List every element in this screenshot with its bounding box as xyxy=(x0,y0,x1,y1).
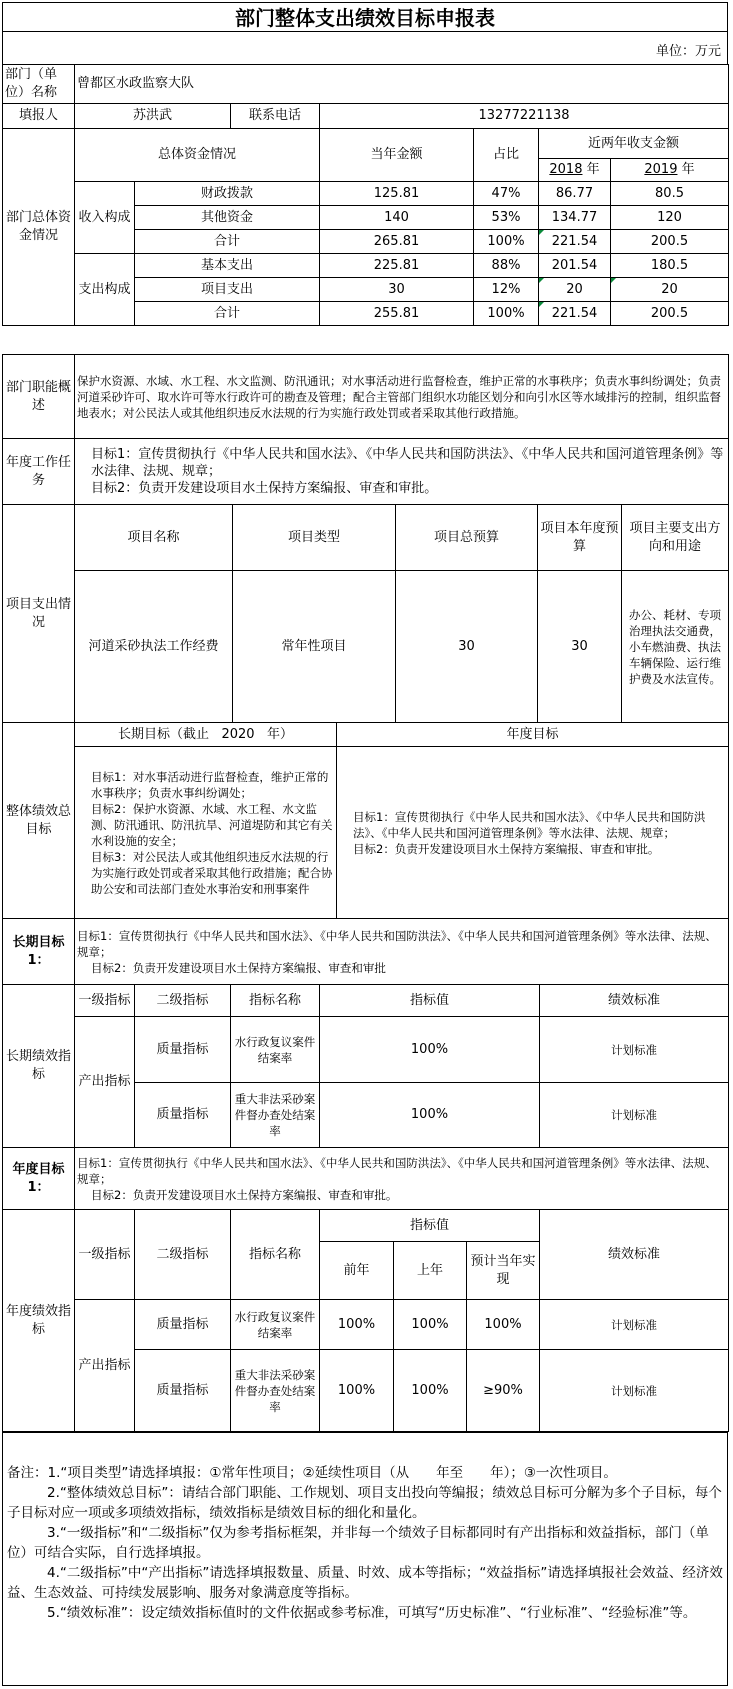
long-ind-value: 100% xyxy=(320,1017,540,1083)
annual-ind-prev: 100% xyxy=(320,1350,394,1432)
annual-task-cell xyxy=(75,439,729,505)
annual-h-expect: 预计当年实现 xyxy=(467,1242,540,1300)
funds-h-situation: 总体资金情况 xyxy=(75,129,320,182)
project-h-name: 项目名称 xyxy=(75,505,233,571)
long-goal3: 目标3：对公民法人或其他组织违反水法规的行为实施行政处罚或者采取其他行政措施；配合协助公安和司法部门查处水事治安和刑事案件 xyxy=(91,849,333,896)
annual-ind-name: 水行政复议案件结案率 xyxy=(231,1300,320,1350)
overall-label: 整体绩效总目标 xyxy=(3,723,75,919)
income-name: 合计 xyxy=(135,230,320,254)
expense-name: 合计 xyxy=(135,302,320,326)
long-head-prefix: 长期目标（截止 xyxy=(118,726,210,742)
income-name: 其他资金 xyxy=(135,206,320,230)
annual-target-goal2: 目标2：负责开发建设项目水土保持方案编报、审查和审批。 xyxy=(91,1187,398,1202)
long-target-cell xyxy=(75,919,729,985)
year1-cell xyxy=(539,159,611,182)
long-target-label: 长期目标1： xyxy=(3,919,75,985)
income-ratio: 53% xyxy=(474,206,539,230)
unit-row xyxy=(2,32,728,64)
year2: 2019 xyxy=(644,162,678,177)
annual-h-name: 指标名称 xyxy=(231,1210,320,1300)
long-ind-value: 100% xyxy=(320,1083,540,1148)
annual-l1: 产出指标 xyxy=(75,1300,135,1432)
expense-y2: 200.5 xyxy=(611,302,729,326)
overall-annual-goals xyxy=(337,747,729,919)
long-h-l2: 二级指标 xyxy=(135,985,231,1017)
annual-task-goal2: 目标2：负责开发建设项目水土保持方案编报、审查和审批。 xyxy=(91,481,438,496)
expense-y1: 20 xyxy=(539,278,611,302)
expense-amount: 255.81 xyxy=(320,302,474,326)
note-2: 2.“整体绩效总目标”：请结合部门职能、工作规划、项目支出投向等编报；绩效总目标可分解为多个子目标，每个子目标对应一项或多项绩效指标，绩效指标是绩效目标的细化和量化。 xyxy=(7,1485,722,1521)
note-3: 3.“一级指标”和“二级指标”仅为参考指标框架，并非每一个绩效子目标都同时有产出指标和效益指标，部门（单位）可结合实际，自行选择填报。 xyxy=(7,1525,709,1561)
project-label: 项目支出情况 xyxy=(3,505,75,723)
income-y1: 134.77 xyxy=(539,206,611,230)
funds-h-recent: 近两年收支金额 xyxy=(539,129,729,159)
income-y2: 80.5 xyxy=(611,182,729,206)
long-h-name: 指标名称 xyxy=(231,985,320,1017)
expense-ratio: 100% xyxy=(474,302,539,326)
annual-ind-expect: ≥90% xyxy=(467,1350,540,1432)
long-ind-std: 计划标准 xyxy=(540,1017,729,1083)
income-ratio: 100% xyxy=(474,230,539,254)
long-h-std: 绩效标准 xyxy=(540,985,729,1017)
long-table xyxy=(2,918,729,1148)
long-ind-name: 重大非法采砂案件督办查处结案率 xyxy=(231,1083,320,1148)
annual-ind-prev: 100% xyxy=(320,1300,394,1350)
long-l1: 产出指标 xyxy=(75,1017,135,1148)
form-title: 部门整体支出绩效目标申报表 xyxy=(2,2,728,32)
performance-form xyxy=(2,2,728,1686)
project-name: 河道采砂执法工作经费 xyxy=(75,571,233,723)
annual-h-l1: 一级指标 xyxy=(75,1210,135,1300)
long-ind-std: 计划标准 xyxy=(540,1083,729,1148)
funds-table xyxy=(2,64,729,326)
expense-ratio: 12% xyxy=(474,278,539,302)
income-y2: 120 xyxy=(611,206,729,230)
annual-ind-last: 100% xyxy=(394,1300,467,1350)
annual-ind-std: 计划标准 xyxy=(540,1300,729,1350)
overall-long-head xyxy=(75,723,337,747)
annual-l2: 质量指标 xyxy=(135,1350,231,1432)
annual-ind-label: 年度绩效指标 xyxy=(3,1210,75,1432)
filler-name: 苏洪武 xyxy=(75,104,231,129)
project-h-use: 项目主要支出方向和用途 xyxy=(622,505,729,571)
annual-target-label: 年度目标1： xyxy=(3,1148,75,1210)
annual-table xyxy=(2,1147,729,1432)
income-y2: 200.5 xyxy=(611,230,729,254)
filler-label: 填报人 xyxy=(3,104,75,129)
expense-y1: 221.54 xyxy=(539,302,611,326)
duty-text: 保护水资源、水域、水工程、水文监测、防汛通讯；对水事活动进行监督检查，维护正常的水事秩序；负责水事纠纷调处；负责河道采砂许可、取水许可等水行政许可的勘查及管理；配合主管部门组织水功能区划分和向引水区等水域排污的控制，组织监督地表水；对公民法人或其他组织违反水法规的行为实施行政处罚或者采取其他行政措施。 xyxy=(75,355,729,439)
expense-name: 基本支出 xyxy=(135,254,320,278)
annual-h-last: 上年 xyxy=(394,1242,467,1300)
unit-label: 单位：万元 xyxy=(655,44,721,59)
annual-ind-last: 100% xyxy=(394,1350,467,1432)
expense-amount: 225.81 xyxy=(320,254,474,278)
project-year: 30 xyxy=(538,571,622,723)
expense-amount: 30 xyxy=(320,278,474,302)
expense-y2: 180.5 xyxy=(611,254,729,278)
dept-label: 部门（单位）名称 xyxy=(3,65,75,104)
annual-goal1: 目标1：宣传贯彻执行《中华人民共和国水法》、《中华人民共和国防洪法》、《中华人民共和国河道管理条例》等水法律、法规、规章； xyxy=(353,809,706,840)
dept-value: 曾都区水政监察大队 xyxy=(75,65,729,104)
phone-label: 联系电话 xyxy=(231,104,320,129)
overall-annual-head: 年度目标 xyxy=(337,723,729,747)
year2-cell xyxy=(611,159,729,182)
long-h-value: 指标值 xyxy=(320,985,540,1017)
project-h-total: 项目总预算 xyxy=(396,505,538,571)
annual-ind-std: 计划标准 xyxy=(540,1350,729,1432)
project-h-type: 项目类型 xyxy=(233,505,396,571)
long-target-goal2: 目标2：负责开发建设项目水土保持方案编报、审查和审批 xyxy=(91,960,386,975)
expense-label: 支出构成 xyxy=(75,254,135,326)
annual-h-value: 指标值 xyxy=(320,1210,540,1242)
income-label: 收入构成 xyxy=(75,182,135,254)
expense-y1: 201.54 xyxy=(539,254,611,278)
expense-ratio: 88% xyxy=(474,254,539,278)
income-name: 财政拨款 xyxy=(135,182,320,206)
project-h-year: 项目本年度预算 xyxy=(538,505,622,571)
annual-ind-expect: 100% xyxy=(467,1300,540,1350)
annual-h-l2: 二级指标 xyxy=(135,1210,231,1300)
project-type: 常年性项目 xyxy=(233,571,396,723)
annual-target-goal1: 目标1：宣传贯彻执行《中华人民共和国水法》、《中华人民共和国防洪法》、《中华人民共和国河道管理条例》等水法律、法规、规章； xyxy=(77,1155,717,1186)
duty-label: 部门职能概述 xyxy=(3,355,75,439)
funds-section-label: 部门总体资金情况 xyxy=(3,129,75,326)
income-y1: 86.77 xyxy=(539,182,611,206)
income-ratio: 47% xyxy=(474,182,539,206)
project-total: 30 xyxy=(396,571,538,723)
year1-suffix: 年 xyxy=(586,162,600,177)
annual-goal2: 目标2：负责开发建设项目水土保持方案编报、审查和审批。 xyxy=(353,841,660,856)
overall-table xyxy=(2,722,729,919)
long-head-suffix: 年） xyxy=(266,726,293,742)
expense-y2: 20 xyxy=(611,278,729,302)
overall-long-goals xyxy=(75,747,337,919)
annual-ind-name: 重大非法采砂案件督办查处结案率 xyxy=(231,1350,320,1432)
note-1: 备注：1.“项目类型”请选择填报：①常年性项目；②延续性项目（从 年至 年）；③一次性项目。 xyxy=(7,1465,617,1481)
annual-l2: 质量指标 xyxy=(135,1300,231,1350)
year1: 2018 xyxy=(549,162,583,177)
annual-h-prev: 前年 xyxy=(320,1242,394,1300)
long-l2: 质量指标 xyxy=(135,1083,231,1148)
annual-task-label: 年度工作任务 xyxy=(3,439,75,505)
project-use: 办公、耗材、专项治理执法交通费，小车燃油费、执法车辆保险、运行维护费及水法宣传。 xyxy=(622,571,729,723)
long-l2: 质量指标 xyxy=(135,1017,231,1083)
income-y1: 221.54 xyxy=(539,230,611,254)
long-ind-label: 长期绩效指标 xyxy=(3,985,75,1148)
income-amount: 140 xyxy=(320,206,474,230)
phone-value: 13277221138 xyxy=(320,104,729,129)
note-4: 4.“二级指标”中“产出指标”请选择填报数量、质量、时效、成本等指标；“效益指标”请选择填报社会效益、经济效益、生态效益、可持续发展影响、服务对象满意度等指标。 xyxy=(7,1565,723,1601)
income-amount: 265.81 xyxy=(320,230,474,254)
funds-h-amount: 当年金额 xyxy=(320,129,474,182)
funds-h-ratio: 占比 xyxy=(474,129,539,182)
expense-name: 项目支出 xyxy=(135,278,320,302)
long-goal1: 目标1：对水事活动进行监督检查，维护正常的水事秩序；负责水事纠纷调处； xyxy=(91,769,329,800)
long-goal2: 目标2：保护水资源、水域、水工程、水文监测、防汛通讯、防汛抗旱、河道堤防和其它有关水利设施的安全； xyxy=(91,801,333,848)
annual-task-goal1: 目标1：宣传贯彻执行《中华人民共和国水法》、《中华人民共和国防洪法》、《中华人民共和国河道管理条例》等水法律、法规、规章； xyxy=(91,447,724,479)
long-h-l1: 一级指标 xyxy=(75,985,135,1017)
annual-target-cell xyxy=(75,1148,729,1210)
duty-table xyxy=(2,354,729,723)
annual-h-std: 绩效标准 xyxy=(540,1210,729,1300)
long-head-year: 2020 xyxy=(221,726,255,742)
income-amount: 125.81 xyxy=(320,182,474,206)
long-ind-name: 水行政复议案件结案率 xyxy=(231,1017,320,1083)
notes xyxy=(2,1432,728,1686)
year2-suffix: 年 xyxy=(681,162,695,177)
long-target-goal1: 目标1：宣传贯彻执行《中华人民共和国水法》、《中华人民共和国防洪法》、《中华人民共和国河道管理条例》等水法律、法规、规章； xyxy=(77,928,717,959)
note-5: 5.“绩效标准”：设定绩效指标值时的文件依据或参考标准，可填写“历史标准”、“行业标准”、“经验标准”等。 xyxy=(47,1605,697,1621)
